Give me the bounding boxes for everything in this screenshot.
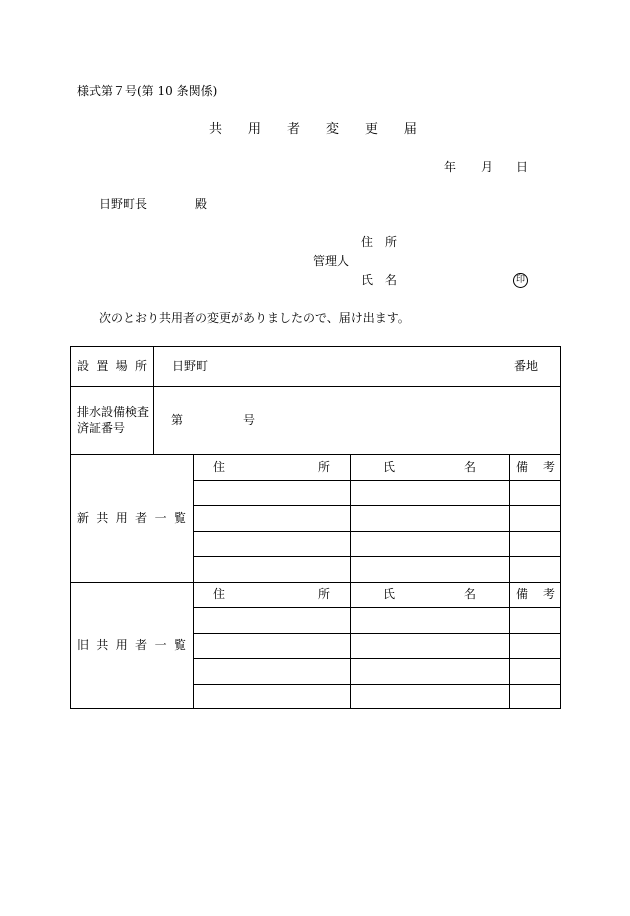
char: 覧: [173, 511, 186, 525]
char: 一: [154, 638, 167, 652]
location-label: [77, 360, 147, 372]
cert-suffix: 号: [243, 413, 256, 427]
char: 氏: [383, 460, 396, 474]
char: 更: [364, 122, 378, 137]
location-town: 日野町: [172, 359, 209, 373]
char: 用: [115, 638, 128, 652]
column-header-remarks: [516, 588, 555, 600]
char: 所: [134, 359, 147, 373]
char: 備: [516, 587, 529, 601]
char: 名: [463, 460, 476, 474]
char: 所: [317, 460, 330, 474]
date-day-label: 日: [516, 160, 529, 174]
column-header-address: [213, 588, 330, 600]
char: 者: [135, 511, 148, 525]
statement-text: 次のとおり共用者の変更がありましたので、届け出ます。: [99, 311, 410, 325]
char: 考: [542, 460, 555, 474]
char: 覧: [173, 638, 186, 652]
char: 共: [96, 511, 109, 525]
char: 変: [325, 122, 339, 137]
date-year-label: 年: [444, 160, 457, 174]
applicant-name-label: [361, 274, 397, 286]
char: 名: [384, 273, 397, 287]
applicant-role: 管理人: [313, 254, 350, 268]
applicant-address-label: [361, 236, 397, 248]
char: 備: [516, 460, 529, 474]
document-title: [209, 123, 417, 136]
char: 共: [96, 638, 109, 652]
char: 旧: [77, 638, 90, 652]
seal-mark: 印: [513, 273, 528, 288]
form-table: [70, 346, 561, 709]
char: 届: [403, 122, 417, 137]
char: 住: [361, 235, 374, 249]
column-header-name: [383, 461, 476, 473]
column-header-remarks: [516, 461, 555, 473]
char: 氏: [383, 587, 396, 601]
table-border: [71, 347, 561, 709]
char: 氏: [361, 273, 374, 287]
char: 一: [154, 511, 167, 525]
new-users-section-label: [77, 512, 186, 524]
addressee-name: 日野町長: [99, 197, 148, 211]
column-header-name: [383, 588, 476, 600]
char: 者: [135, 638, 148, 652]
char: 所: [317, 587, 330, 601]
char: 住: [213, 460, 226, 474]
cert-prefix: 第: [171, 413, 184, 427]
char: 場: [115, 359, 128, 373]
char: 名: [463, 587, 476, 601]
char: 新: [77, 511, 90, 525]
form-id: 様式第７号(第 10 条関係): [77, 84, 218, 98]
table-grid-lines: [70, 346, 561, 709]
cert-label-line1: 排水設備検査: [77, 405, 150, 419]
cert-label-line2: 済証番号: [77, 421, 126, 435]
char: 用: [247, 122, 261, 137]
char: 置: [96, 359, 109, 373]
char: 設: [77, 359, 90, 373]
char: 住: [213, 587, 226, 601]
char: 考: [542, 587, 555, 601]
char: 所: [384, 235, 397, 249]
date-month-label: 月: [481, 160, 494, 174]
column-header-address: [213, 461, 330, 473]
char: 用: [115, 511, 128, 525]
addressee-honorific: 殿: [195, 197, 208, 211]
old-users-section-label: [77, 639, 186, 651]
location-suffix: 番地: [514, 359, 539, 373]
char: 者: [286, 122, 300, 137]
char: 共: [209, 122, 223, 137]
